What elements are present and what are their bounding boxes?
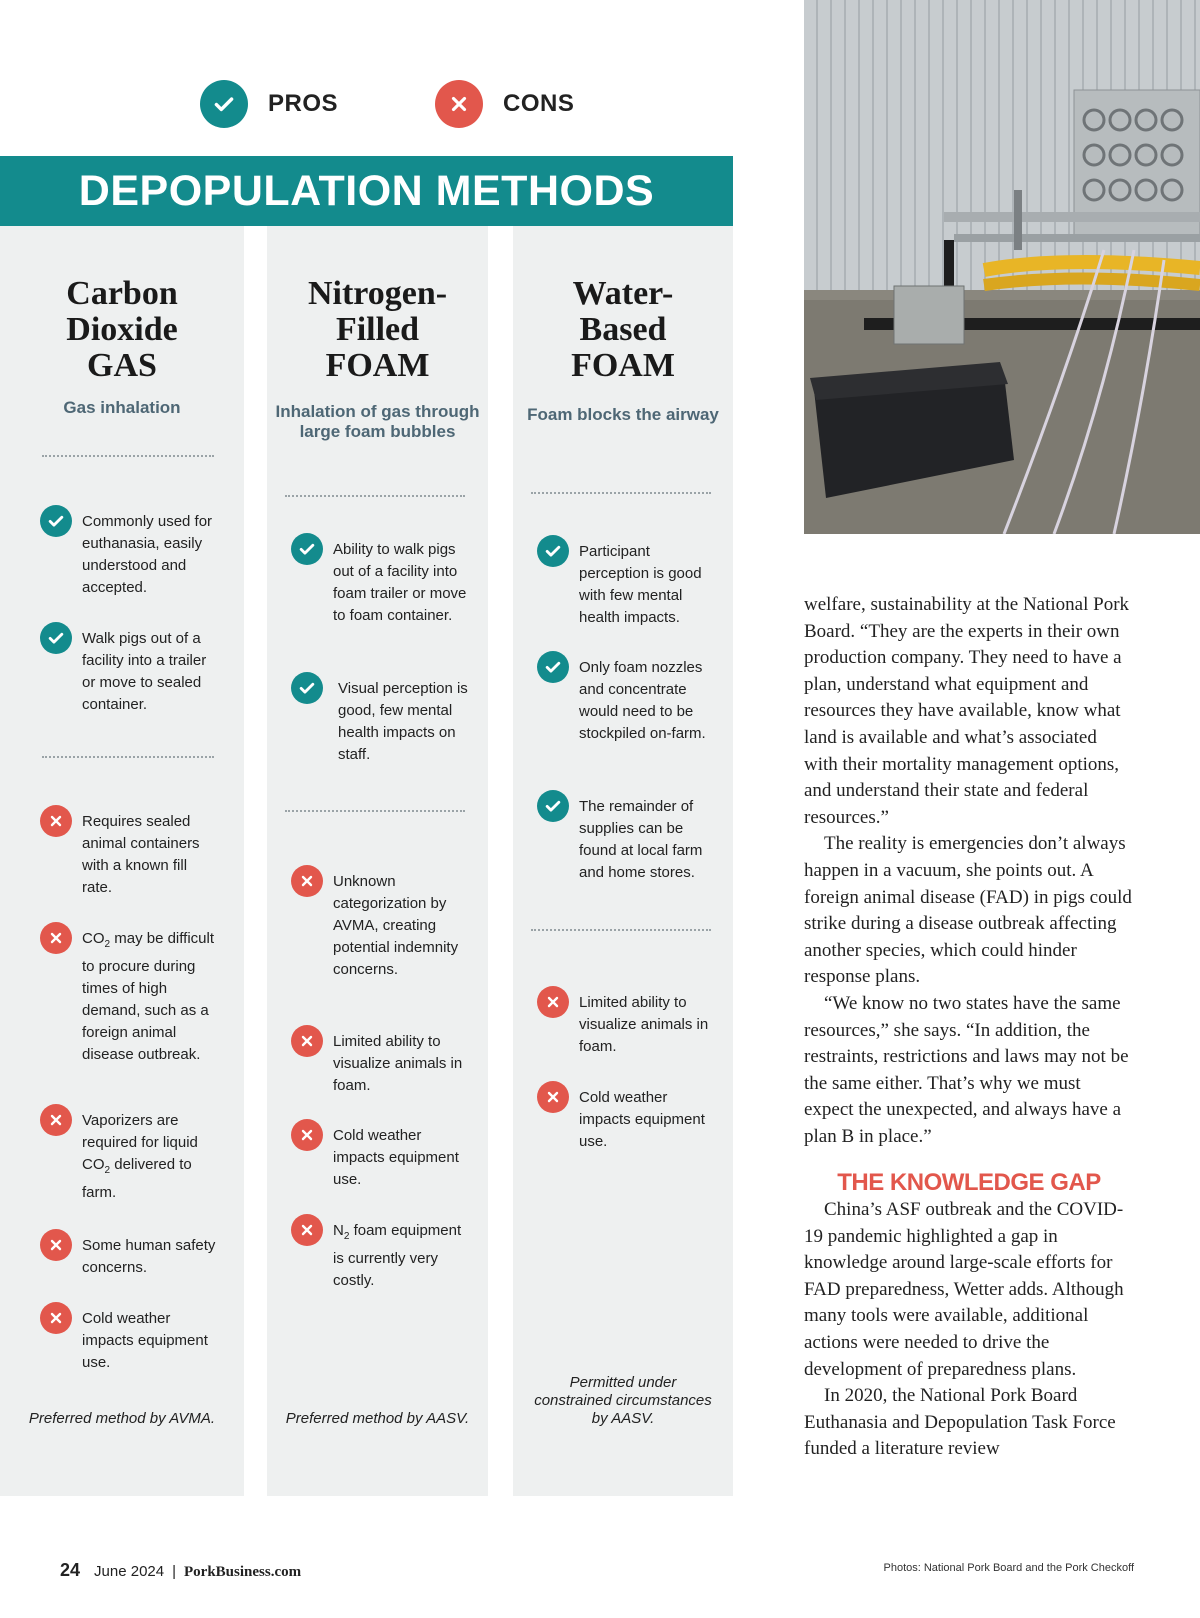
divider [285,810,465,812]
con-text: Unknown categorization by AVMA, creating potential indemnity concerns. [333,873,459,978]
x-icon [40,805,72,837]
column-title: Nitrogen- Filled FOAM [307,275,448,384]
pro-text: The remainder of supplies can be found at local farm and home stores. [579,798,703,881]
cons-label: CONS [503,90,575,117]
pros-label: PROS [268,90,339,117]
pro-text: Ability to walk pigs out of a facility into foam trailer or move to foam container. [333,541,467,624]
check-icon [200,80,248,128]
column-title: Carbon Dioxide GAS [66,275,178,384]
x-icon [40,1229,72,1261]
x-icon [537,986,569,1018]
con-text: Cold weather impacts equipment use. [579,1089,705,1150]
con-item [291,1119,468,1191]
con-text: Cold weather impacts equipment use. [82,1310,208,1371]
check-icon [537,651,569,683]
x-icon [291,1214,323,1246]
x-icon [40,1302,72,1334]
column-subtitle: Foam blocks the airway [527,405,719,424]
method-note: Permitted under constrained circumstances by AASV. [534,1374,712,1427]
pro-item [537,651,714,745]
pro-text: Walk pigs out of a facility into a trailer or move to sealed container. [82,630,207,713]
check-icon [40,505,72,537]
con-item [291,1214,468,1292]
column-title: Water- Based FOAM [571,275,675,384]
x-icon [435,80,483,128]
con-text: Cold weather impacts equipment use. [333,1127,459,1188]
column-subtitle: Gas inhalation [63,398,181,417]
method-note: Preferred method by AVMA. [28,1410,216,1427]
check-icon [291,672,323,704]
check-icon [537,790,569,822]
con-item [40,805,217,899]
check-icon [40,622,72,654]
article-paragraph: China’s ASF outbreak and the COVID-19 pandemic highlighted a gap in knowledge around large-scale efforts for FAD preparedness, Wetter adds. Although many tools were available, additional actions were needed to drive the development of preparedness plans. [804,1199,1124,1380]
con-text: Some human safety concerns. [82,1237,216,1276]
x-icon [40,922,72,954]
article-body [804,592,1134,1463]
equipment-photo [804,0,1200,534]
con-text: Limited ability to visualize animals in foam. [333,1033,463,1094]
pro-text: Only foam nozzles and concentrate would need to be stockpiled on-farm. [579,659,706,742]
divider [285,495,465,497]
con-item [537,986,714,1058]
pro-text: Visual perception is good, few mental health impacts on staff. [338,680,468,763]
con-item [537,1081,714,1153]
pro-item [537,535,714,629]
con-item [40,1302,217,1374]
article-paragraph: welfare, sustainability at the National Pork Board. “They are the experts in their own production company. They need to have a plan, understand what equipment and resources they have available, know what land is available and what’s associated with their mortality management options, and understand their state and federal resources.” [804,594,1130,828]
con-item [40,922,217,1066]
title-banner [0,156,733,226]
con-text: Vaporizers are required for liquid $CO_2$ delivered to farm. [82,1112,198,1201]
footer-separator: | [172,1563,177,1580]
x-icon [291,865,323,897]
banner-title: DEPOPULATION METHODS [78,166,655,215]
check-icon [537,535,569,567]
con-item [291,1025,468,1097]
page-footer [60,1560,301,1581]
column-water-foam [513,226,733,1496]
article-paragraph: The reality is emergencies don’t always happen in a vacuum, she points out. A foreign animal disease (FAD) in pigs could strike during a disease outbreak affecting another species, which could hinder response plans. [804,833,1132,988]
con-item [40,1229,217,1279]
issue-date: June 2024 [94,1563,165,1580]
column-subtitle: Inhalation of gas through large foam bubbles [275,402,480,441]
con-text: Limited ability to visualize animals in foam. [579,994,709,1055]
x-icon [291,1119,323,1151]
pro-item [537,790,719,884]
pro-text: Participant perception is good with few mental health impacts. [579,543,702,626]
pro-item [291,672,473,766]
pro-item [40,622,217,716]
con-item [291,865,468,981]
legend-cons [435,80,574,128]
divider [531,492,711,494]
column-nitrogen-foam [267,226,488,1496]
x-icon [291,1025,323,1057]
article-paragraph: In 2020, the National Pork Board Euthanasia and Depopulation Task Force funded a literature review [804,1385,1116,1460]
page-number: 24 [60,1560,81,1580]
column-carbon-dioxide [0,226,244,1496]
con-item [40,1104,217,1204]
con-text: $CO_2$ may be difficult to procure during times of high demand, such as a foreign animal disease outbreak. [82,930,215,1063]
con-text: Requires sealed animal containers with a known fill rate. [82,813,200,896]
check-icon [291,533,323,565]
divider [42,756,214,758]
website: PorkBusiness.com [184,1564,302,1580]
pro-item [40,505,217,599]
method-note: Preferred method by AASV. [285,1410,470,1427]
x-icon [40,1104,72,1136]
x-icon [537,1081,569,1113]
pro-text: Commonly used for euthanasia, easily understood and accepted. [82,513,213,596]
legend-pros [200,80,338,128]
con-text: $N_2$ foam equipment is currently very costly. [333,1222,462,1289]
pro-item [291,533,468,627]
divider [42,455,214,457]
divider [531,929,711,931]
photo-credit: Photos: National Pork Board and the Pork Checkoff [883,1562,1134,1574]
section-heading: THE KNOWLEDGE GAP [837,1169,1101,1197]
article-paragraph: “We know no two states have the same resources,” she says. “In addition, the restraints, restrictions and laws may not be the same either. That’s why we must expect the unexpected, and always have a plan B in place.” [804,992,1129,1147]
